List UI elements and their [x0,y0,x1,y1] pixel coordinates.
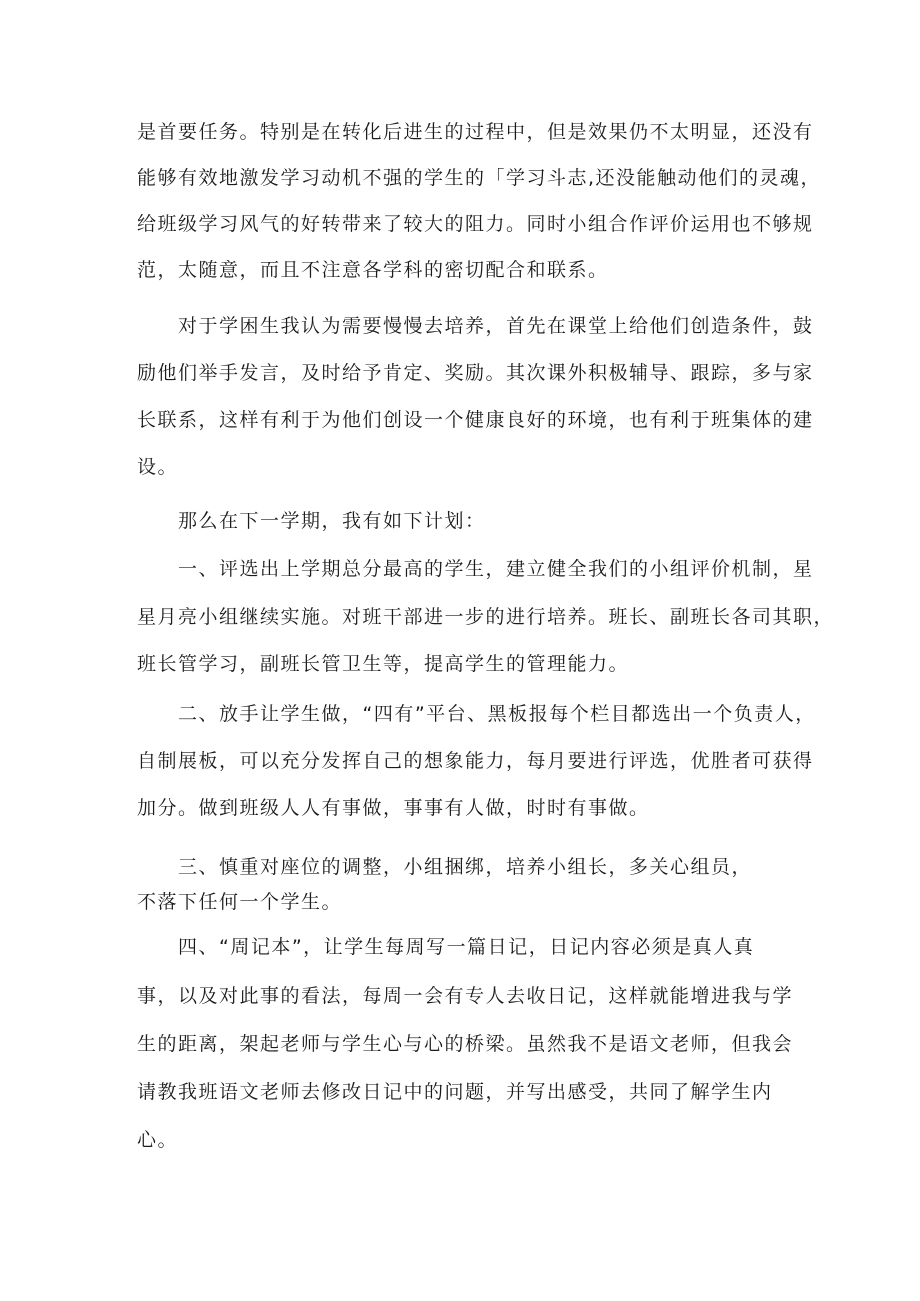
text-line: 不落下任何一个学生。 [137,891,343,913]
text-line: 励他们举手发言，及时给予肯定、奖励。其次课外积极辅导、跟踪，多与家 [137,362,814,384]
text-line: 四、“周记本”，让学生每周写一篇日记，日记内容必须是真人真 [178,936,755,958]
text-line: 班长管学习，副班长管卫生等，提高学生的管理能力。 [137,653,630,675]
text-line: 是首要任务。特别是在转化后进生的过程中，但是效果仍不太明显，还没有 [137,121,814,143]
text-line: 生的距离，架起老师与学生心与心的桥梁。虽然我不是语文老师，但我会 [137,1033,794,1055]
text-line: 二、放手让学生做，“四有”平台、黑板报每个栏目都选出一个负责人， [178,703,816,725]
text-line: 自制展板，可以充分发挥自己的想象能力，每月要进行评选，优胜者可获得 [137,750,814,772]
text-line: 长联系，这样有利于为他们创设一个健康良好的环境，也有利于班集体的建 [137,409,814,431]
text-line: 三、慎重对座位的调整，小组捆绑，培养小组长，多关心组员， [178,856,753,878]
text-line: 加分。做到班级人人有事做，事事有人做，时时有事做。 [137,797,650,819]
text-line: 对于学困生我认为需要慢慢去培养，首先在课堂上给他们创造条件，鼓 [178,315,814,337]
text-line: 事，以及对此事的看法，每周一会有专人去收日记，这样就能增进我与学 [137,985,794,1007]
text-line: 范，太随意，而且不注意各学科的密切配合和联系。 [137,259,609,281]
text-line: 那么在下一学期，我有如下计划： [178,510,486,532]
text-line: 请教我班语文老师去修改日记中的问题，并写出感受，共同了解学生内 [137,1081,773,1103]
text-line: 心。 [137,1129,179,1151]
text-line: 设。 [137,456,179,478]
text-line: 一、评选出上学期总分最高的学生，建立健全我们的小组评价机制，星 [178,558,814,580]
text-line: 能够有效地激发学习动机不强的学生的「学习斗志,还没能触动他们的灵魂， [137,167,822,189]
text-line: 给班级学习风气的好转带来了较大的阻力。同时小组合作评价运用也不够规 [137,213,814,235]
text-line: 星月亮小组继续实施。对班干部进一步的进行培养。班长、副班长各司其职， [137,606,835,628]
